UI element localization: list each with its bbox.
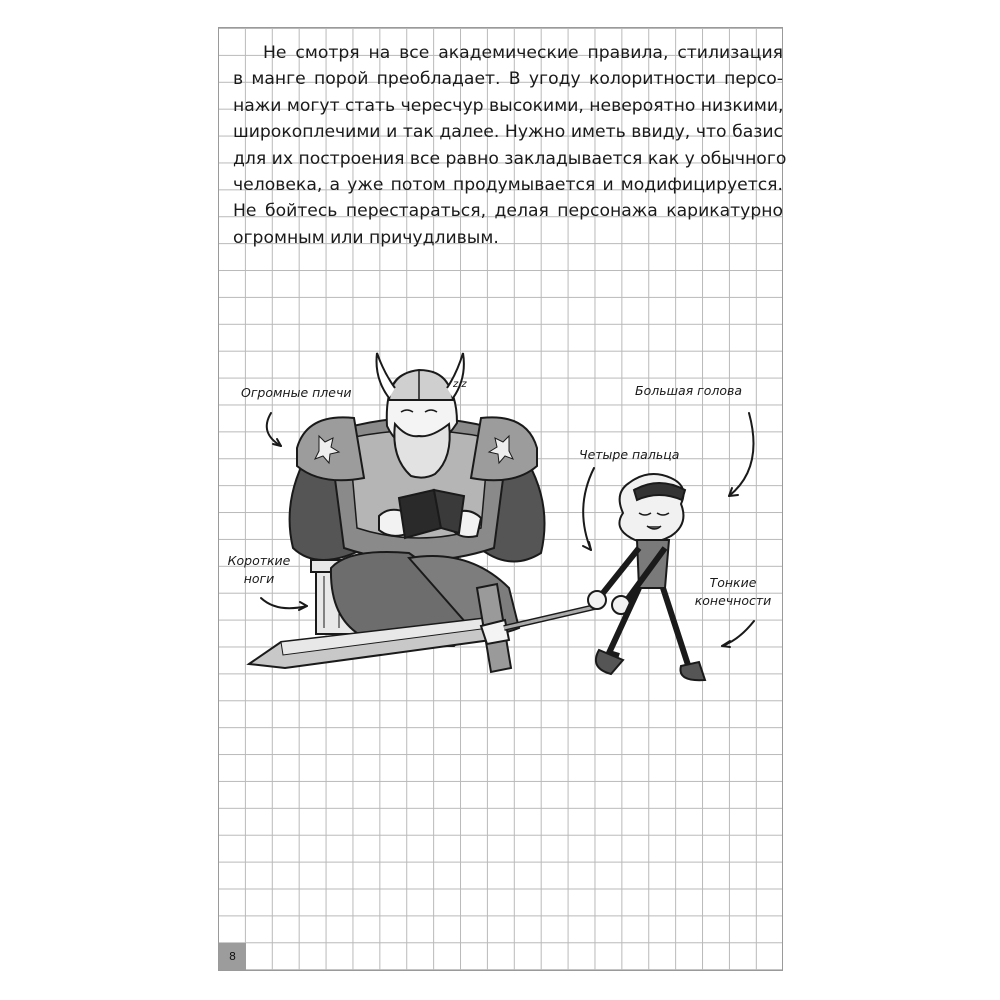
- body-line: в манге порой преобладает. В угоду колоритности персо-: [233, 69, 783, 90]
- illustration: [219, 28, 787, 972]
- grid-page: [218, 27, 787, 971]
- callout-thin-limbs-line1: Тонкие: [709, 575, 757, 590]
- body-line: для их построения все равно закладывается как у обычного: [233, 148, 787, 169]
- callout-short-legs-line2: ноги: [243, 571, 275, 586]
- callout-big-head: Большая голова: [635, 383, 743, 398]
- body-line: Не бойтесь перестараться, делая персонажа карикатурно: [233, 201, 783, 222]
- body-line: человека, а уже потом продумывается и модифицируется.: [233, 175, 783, 196]
- body-line: широкоплечими и так далее. Нужно иметь ввиду, что базис: [233, 122, 783, 143]
- body-line: Не смотря на все академические правила, стилизация: [263, 43, 783, 63]
- callout-snore: z z: [453, 379, 467, 390]
- body-line: нажи могут стать чересчур высокими, невероятно низкими,: [233, 95, 784, 116]
- callout-short-legs-line1: Короткие: [227, 553, 291, 568]
- callout-huge-shoulders: Огромные плечи: [241, 385, 352, 400]
- callout-four-fingers: Четыре пальца: [579, 447, 680, 462]
- page-number: 8: [219, 943, 246, 970]
- body-line: огромным или причудливым.: [233, 227, 499, 248]
- callout-thin-limbs-line2: конечности: [694, 593, 772, 608]
